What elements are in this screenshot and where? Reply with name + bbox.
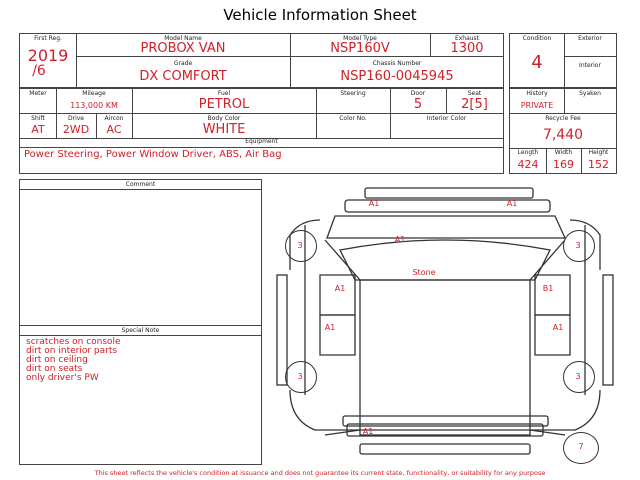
mark-front-bumper-right: A1 bbox=[506, 199, 518, 208]
mark-left-rear-door: A1 bbox=[324, 323, 336, 332]
drive-label: Drive bbox=[68, 115, 84, 122]
fuel-value: PETROL bbox=[198, 97, 250, 112]
interior-cell bbox=[564, 56, 616, 87]
width-cell bbox=[546, 148, 581, 173]
comment-label: Comment bbox=[125, 181, 156, 188]
first-reg-month: /6 bbox=[32, 63, 46, 79]
special-note-item: dirt on ceiling bbox=[26, 355, 88, 365]
condition-value: 4 bbox=[531, 52, 543, 73]
mileage-label: Mileage bbox=[82, 90, 106, 97]
aircon-cell bbox=[96, 113, 132, 138]
condition-cell bbox=[510, 34, 564, 87]
exhaust-label: Exhaust bbox=[454, 35, 480, 42]
door-value: 5 bbox=[413, 97, 423, 112]
width-label: Width bbox=[554, 149, 573, 156]
footer-disclaimer: This sheet reflects the vehicle's condition at issuance and does not guarantee its current state, functionality, or suitability for any purpose bbox=[94, 469, 546, 477]
chassis-cell bbox=[290, 56, 504, 87]
fuel-label: Fuel bbox=[217, 90, 231, 97]
model-name-label: Model Name bbox=[164, 35, 202, 42]
exterior-cell bbox=[564, 34, 616, 56]
recycle-fee-value: 7,440 bbox=[542, 127, 584, 143]
model-name-cell bbox=[76, 34, 290, 56]
meter-cell bbox=[20, 89, 56, 113]
recycle-fee-label: Recycle Fee bbox=[545, 115, 581, 122]
body-color-value: WHITE bbox=[202, 122, 246, 137]
mark-hood: A1 bbox=[394, 235, 406, 244]
recycle-fee-cell bbox=[510, 113, 616, 148]
first-reg-label: First Reg. bbox=[34, 35, 62, 42]
right-side-strip bbox=[603, 275, 613, 385]
mark-windshield: Stone bbox=[412, 268, 436, 277]
steering-label: Steering bbox=[340, 90, 366, 97]
seat-value: 2[5] bbox=[461, 97, 488, 112]
grade-cell bbox=[76, 56, 290, 87]
chassis-label: Chassis Number bbox=[372, 60, 422, 67]
model-type-cell bbox=[290, 34, 430, 56]
mileage-value: 113,000 KM bbox=[70, 101, 118, 110]
left-side-strip bbox=[277, 275, 287, 385]
drive-cell bbox=[56, 113, 96, 138]
mark-spare-tire: 7 bbox=[578, 442, 584, 451]
fuel-cell bbox=[132, 89, 316, 113]
model-type-value: NSP160V bbox=[330, 41, 390, 56]
mark-front-right-tire: 3 bbox=[575, 241, 581, 250]
door-label: Door bbox=[410, 90, 426, 97]
front-bumper-shape bbox=[365, 188, 533, 198]
grade-value: DX COMFORT bbox=[139, 69, 227, 84]
left-front-door-shape bbox=[320, 275, 355, 315]
mark-rear-bumper: A1 bbox=[362, 427, 374, 436]
seat-cell bbox=[446, 89, 503, 113]
length-label: Length bbox=[517, 149, 539, 156]
special-note-item: dirt on interior parts bbox=[26, 346, 118, 356]
history-value: PRIVATE bbox=[520, 101, 554, 110]
mark-rear-right-tire: 3 bbox=[575, 372, 581, 381]
special-note-box bbox=[19, 325, 262, 465]
mark-front-bumper-left: A1 bbox=[368, 199, 380, 208]
roof-shape bbox=[360, 280, 530, 435]
mark-right-rear-door: A1 bbox=[552, 323, 564, 332]
aircon-value: AC bbox=[106, 123, 122, 136]
equipment-header bbox=[20, 138, 503, 147]
length-value: 424 bbox=[517, 158, 539, 171]
model-name-value: PROBOX VAN bbox=[140, 41, 226, 56]
exterior-label: Exterior bbox=[578, 35, 602, 42]
chassis-value: NSP160-0045945 bbox=[340, 69, 454, 84]
mark-left-front-door: A1 bbox=[334, 284, 346, 293]
mark-rear-left-tire: 3 bbox=[297, 372, 303, 381]
model-type-label: Model Type bbox=[343, 35, 377, 42]
first-reg-cell bbox=[20, 34, 76, 87]
length-cell bbox=[510, 148, 546, 173]
special-note-list bbox=[26, 338, 121, 383]
history-label: History bbox=[526, 90, 548, 97]
special-note-label: Special Note bbox=[121, 327, 160, 334]
rear-bumper-shape bbox=[360, 444, 530, 454]
interior-color-label: Interior Color bbox=[426, 115, 467, 122]
syaken-cell bbox=[564, 89, 616, 113]
right-rear-door-shape bbox=[535, 315, 570, 355]
main-info-box bbox=[19, 33, 504, 88]
comment-box bbox=[19, 179, 262, 326]
special-note-item: dirt on seats bbox=[26, 364, 83, 374]
mark-right-front-door: B1 bbox=[542, 284, 554, 293]
syaken-label: Syaken bbox=[579, 90, 601, 97]
shift-label: Shift bbox=[31, 115, 45, 122]
history-box bbox=[509, 88, 617, 174]
seat-label: Seat bbox=[467, 90, 482, 97]
interior-label: Interior bbox=[579, 62, 601, 69]
right-front-door-shape bbox=[535, 275, 570, 315]
history-cell bbox=[510, 89, 564, 113]
width-value: 169 bbox=[553, 158, 574, 171]
equipment-value: Power Steering, Power Window Driver, ABS, Air Bag bbox=[24, 149, 282, 160]
meter-label: Meter bbox=[29, 90, 47, 97]
first-reg-year: 2019 bbox=[27, 46, 69, 65]
exhaust-value: 1300 bbox=[450, 41, 484, 56]
door-cell bbox=[390, 89, 446, 113]
drive-value: 2WD bbox=[62, 123, 90, 136]
left-rear-door-shape bbox=[320, 315, 355, 355]
color-no-cell bbox=[316, 113, 390, 138]
grade-label: Grade bbox=[173, 60, 193, 67]
steering-cell bbox=[316, 89, 390, 113]
equipment-label: Equipment bbox=[245, 138, 278, 145]
color-no-label: Color No. bbox=[339, 115, 367, 122]
condition-box bbox=[509, 33, 617, 88]
aircon-label: Aircon bbox=[104, 115, 124, 122]
mileage-cell bbox=[56, 89, 132, 113]
special-note-item: scratches on console bbox=[26, 337, 121, 347]
condition-label: Condition bbox=[522, 35, 552, 42]
shift-value: AT bbox=[31, 123, 45, 136]
exhaust-cell bbox=[430, 34, 504, 56]
body-color-cell bbox=[132, 113, 316, 138]
special-note-item: only driver's PW bbox=[26, 373, 99, 383]
height-cell bbox=[581, 148, 616, 173]
spec-box bbox=[19, 88, 504, 174]
interior-color-cell bbox=[390, 113, 503, 138]
hood-shape bbox=[327, 216, 565, 238]
height-label: Height bbox=[588, 149, 609, 156]
mark-front-left-tire: 3 bbox=[297, 241, 303, 250]
shift-cell bbox=[20, 113, 56, 138]
height-value: 152 bbox=[588, 158, 609, 171]
sheet-title: Vehicle Information Sheet bbox=[223, 6, 417, 24]
body-color-label: Body Color bbox=[207, 115, 241, 122]
